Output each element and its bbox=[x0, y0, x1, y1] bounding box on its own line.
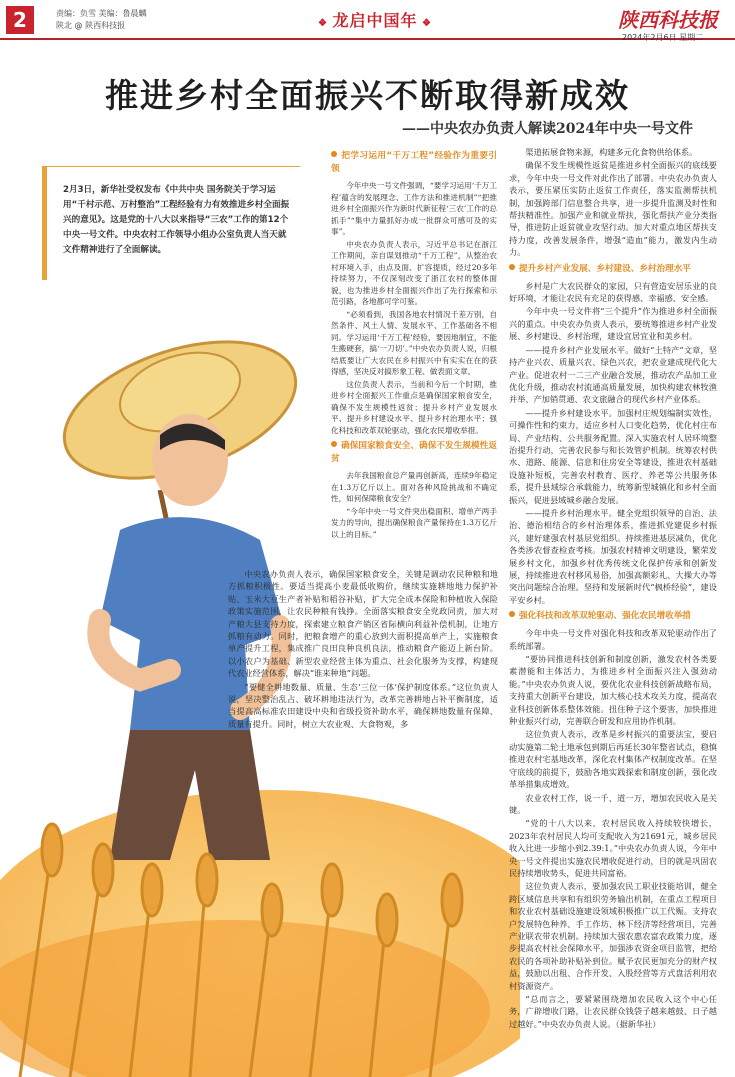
paragraph: “要健全耕地数量、质量、生态‘三位一体’保护制度体系。”这位负责人说，坚决整治乱占、破坏耕地违法行为，改革完善耕地占补平衡制度，适当提高高标准农田建设中央和省级投资补助水平，确保耕地数量有保障、质量有提升。同时，树立大农业观、大食物观，多 bbox=[228, 681, 498, 729]
page-header bbox=[0, 0, 735, 40]
paragraph: 乡村是广大农民群众的家园，只有营造安居乐业的良好环境，才能让农民有充足的获得感、幸福感、安全感。 bbox=[509, 280, 717, 304]
article-subhead: ——中央农办负责人解读2024年中央一号文件 bbox=[402, 121, 693, 137]
column-middle-top bbox=[331, 146, 497, 541]
ornament-left-icon: ❖ bbox=[318, 18, 333, 29]
section-heading-2-text: 确保国家粮食安全、确保不发生规模性返贫 bbox=[331, 441, 497, 464]
editors-credit bbox=[56, 8, 147, 32]
bullet-icon bbox=[509, 611, 515, 617]
issue-date: 2024年2月6日 星期二 bbox=[622, 33, 704, 42]
paragraph: “今年中央一号文件突出稳面积、增单产两手发力的导向，提出确保粮食产量保持在1.3万亿斤以上的目标。” bbox=[331, 506, 497, 539]
paragraph: 这位负责人表示，当前和今后一个时期，推进乡村全面振兴工作重点是确保国家粮食安全，确保不发生规模性返贫；提升乡村产业发展水平、提升乡村建设水平、提升乡村治理水平；强化科技和改革双轮驱动，强化农民增收举措。 bbox=[331, 379, 497, 435]
column-title bbox=[318, 8, 432, 31]
paragraph: “要协同推进科技创新和制度创新，激发农村各类要素潜能和主体活力，为推进乡村全面振兴注入强劲动能。”中央农办负责人说，要优化农业科技创新战略布局，支持重大创新平台建设，加大核心技术攻关力度，提高农业科技创新体系整体效能。扭住种子这个要害，加快推进种业振兴行动，完善联合研发和应用协作机制。 bbox=[509, 654, 717, 727]
paragraph: 去年我国粮食总产量再创新高，连续9年稳定在1.3万亿斤以上。面对各种风险挑战和不确定性，如何保障粮食安全？ bbox=[331, 471, 497, 503]
paragraph: 确保不发生规模性返贫是推进乡村全面振兴的底线要求，今年中央一号文件对此作出了部署。中央农办负责人表示，要压紧压实防止返贫工作责任，落实监测帮扶机制，加强跨部门信息整合共享，进一步提升监测及时性和帮扶精准性。加强产业和就业帮扶，强化帮扶产业分类指导，推进防止返贫就业攻坚行动。加大对重点地区帮扶支持力度，改善发展条件，增强“造血”能力，激发内生动力。 bbox=[509, 160, 717, 258]
column-title-text: 龙启中国年 bbox=[332, 11, 418, 30]
paragraph: 这位负责人表示，要加强农民工职业技能培训，健全跨区域信息共享和有组织劳务输出机制，在重点工程项目和农业农村基础设施建设领域积极推广以工代赈。支持农户发展特色种养、手工作坊、林下经济等经营项目，完善产业联农带农机制。持续加大强农惠农富农政策力度，逐步提高农村社会保障水平，加强涉农资金项目监管，把给农民的各项补助补贴补到位。赋予农民更加充分的财产权益，鼓励以出租、合作开发、入股经营等方式盘活利用农村资源资产。 bbox=[509, 881, 717, 991]
bullet-icon bbox=[509, 264, 515, 270]
section-heading-4-text: 强化科技和改革双轮驱动、强化农民增收举措 bbox=[519, 611, 691, 622]
paragraph: ——提升乡村建设水平。加强村庄规划编制实效性，可操作性和约束力，适应乡村人口变化趋势，优化村庄布局、产业结构、公共服务配置。深入实施农村人居环境整治提升行动，完善农民参与和长效管护机制。统筹农村供水、道路、能源、信息和住房安全等建设，推进农村基础设施补短板，完善农村教育、医疗、养老等公共服务体系，提升县域综合承载能力，统筹新型城镇化和乡村全面振兴，促进县域城乡融合发展。 bbox=[509, 407, 717, 505]
section-heading-1 bbox=[331, 150, 497, 176]
section-heading-3-text: 提升乡村产业发展、乡村建设、乡村治理水平 bbox=[519, 263, 691, 274]
column-middle-bottom bbox=[228, 568, 498, 731]
editors-line-2: 陕北 @ 陕西科技报 bbox=[56, 21, 126, 30]
section-heading-3 bbox=[509, 263, 717, 276]
paragraph: 今年中央一号文件将“三个提升”作为推进乡村全面振兴的重点。中央农办负责人表示，要统筹推进乡村产业发展、乡村建设、乡村治理，建设宜居宜业和美乡村。 bbox=[509, 306, 717, 342]
paragraph: ——提升乡村治理水平。健全党组织领导的自治、法治、德治相结合的乡村治理体系，推进抓党建促乡村振兴，建好建强农村基层党组织。持续推进基层减负，优化各类涉农督查检查考核。加强农村精神文明建设，繁荣发展乡村文化，加强乡村优秀传统文化保护传承和创新发展，持续推进农村移风易俗，加强高额彩礼、大操大办等突出问题综合治理。坚持和发展新时代“枫桥经验”，建设平安乡村。 bbox=[509, 507, 717, 605]
ornament-right-icon: ❖ bbox=[417, 18, 432, 29]
paragraph: 中央农办负责人表示，确保国家粮食安全，关键是调动农民种粮和地方抓粮积极性。要适当提高小麦最低收购价，继续实施耕地地力保护补贴、玉米大豆生产者补贴和稻谷补贴，扩大完全成本保险和种植收入保险政策实施范围，让农民种粮有钱挣。全面落实粮食安全党政同责，加大对产粮大县支持力度，探索建立粮食产销区省际横向利益补偿机制，让地方抓粮有动力。同时，把粮食增产的重心放到大面积提高单产上，实施粮食单产提升工程，集成推广良田良种良机良法，推动粮食产能迈上新台阶。以小农户为基础、新型农业经营主体为重点、社会化服务为支撑，构建现代农业经营体系，解决“谁来种地”问题。 bbox=[228, 569, 498, 679]
column-right bbox=[509, 146, 717, 1031]
section-heading-4 bbox=[509, 610, 717, 623]
paragraph: “总而言之，要紧紧围绕增加农民收入这个中心任务，广辟增收门路，让农民群众钱袋子越来越鼓、日子越过越好。”中央农办负责人说。（据新华社） bbox=[509, 994, 717, 1029]
section-heading-1-text: 把学习运用“千万工程”经验作为重要引领 bbox=[331, 151, 497, 174]
paragraph: 今年中央一号文件对强化科技和改革双轮驱动作出了系统部署。 bbox=[509, 628, 717, 651]
bullet-icon bbox=[331, 441, 337, 447]
section-heading-2 bbox=[331, 440, 497, 466]
newspaper-masthead: 陕西科技报 bbox=[618, 8, 718, 32]
paragraph: “必须看到，我国各地农村情况千差万别，自然条件、风土人情、发展水平、工作基础各不相同。学习运用‘千万工程’经验，要因地制宜，不能生搬硬套，搞‘一刀切’。”中央农办负责人说，归根结底要让广大农民在乡村振兴中有实实在在的获得感，坚决反对搞形象工程、做表面文章。 bbox=[331, 309, 497, 376]
paragraph: 这位负责人表示，改革是乡村振兴的重要法宝，要启动实施第二轮土地承包到期后再延长30年整省试点，稳慎推进农村宅基地改革，深化农村集体产权制度改革。在坚守底线的前提下，鼓励各地实践探索和制度创新，强化改革举措集成增效。 bbox=[509, 729, 717, 790]
paragraph: “党的十八大以来，农村居民收入持续较快增长，2023年农村居民人均可支配收入为21691元，城乡居民收入比进一步缩小到2.39:1。”中央农办负责人说，今年中央一号文件提出实施农民增收促进行动，目的就是巩固农民持续增收势头，促进共同富裕。 bbox=[509, 818, 717, 878]
paragraph: 中央农办负责人表示，习近平总书记在浙江工作期间，亲自谋划推动“千万工程”，从整治农村环境入手，由点及面、扩容提质，经过20多年持续努力，不仅深刻改变了浙江农村的整体面貌，也为推进乡村全面振兴作出了先行探索和示范引路，各地都可学可鉴。 bbox=[331, 239, 497, 306]
paragraph: 今年中央一号文件强调，“要学习运用‘千万工程’蕴含的发展理念、工作方法和推进机制”“把推进乡村全面振兴作为新时代新征程‘三农’工作的总抓手”“集中力量抓好办成一批群众可感可及的实事”。 bbox=[331, 181, 497, 236]
lead-paragraph: 2月3日，新华社受权发布《中共中央 国务院关于学习运用“千村示范、万村整治”工程经验有力有效推进乡村全面振兴的意见》。这是党的十八大以来指导“三农”工作的第12个中央一号文件。中央农村工作领导小组办公室负责人当天就文件精神进行了全面解读。 bbox=[42, 166, 300, 280]
paragraph: 渠道拓展食物来源，构建多元化食物供给体系。 bbox=[525, 147, 698, 157]
article-headline: 推进乡村全面振兴不断取得新成效 bbox=[105, 76, 630, 115]
paragraph: 农业农村工作，说一千、道一万，增加农民收入是关键。 bbox=[509, 792, 717, 815]
page-number: 2 bbox=[6, 6, 34, 34]
bullet-icon bbox=[331, 151, 337, 157]
editors-line-1: 责编：负雪 美编：鲁晨麟 bbox=[56, 9, 147, 18]
paragraph: ——提升乡村产业发展水平。做好“土特产”文章，坚持产业兴农、质量兴农、绿色兴农，把农业建成现代化大产业。促进农村一二三产业融合发展，推动农产品加工业优化升级，推动农村流通高质量发展，加快构建农林牧渔并举、产加销贯通、农文旅融合的现代乡村产业体系。 bbox=[509, 344, 717, 405]
